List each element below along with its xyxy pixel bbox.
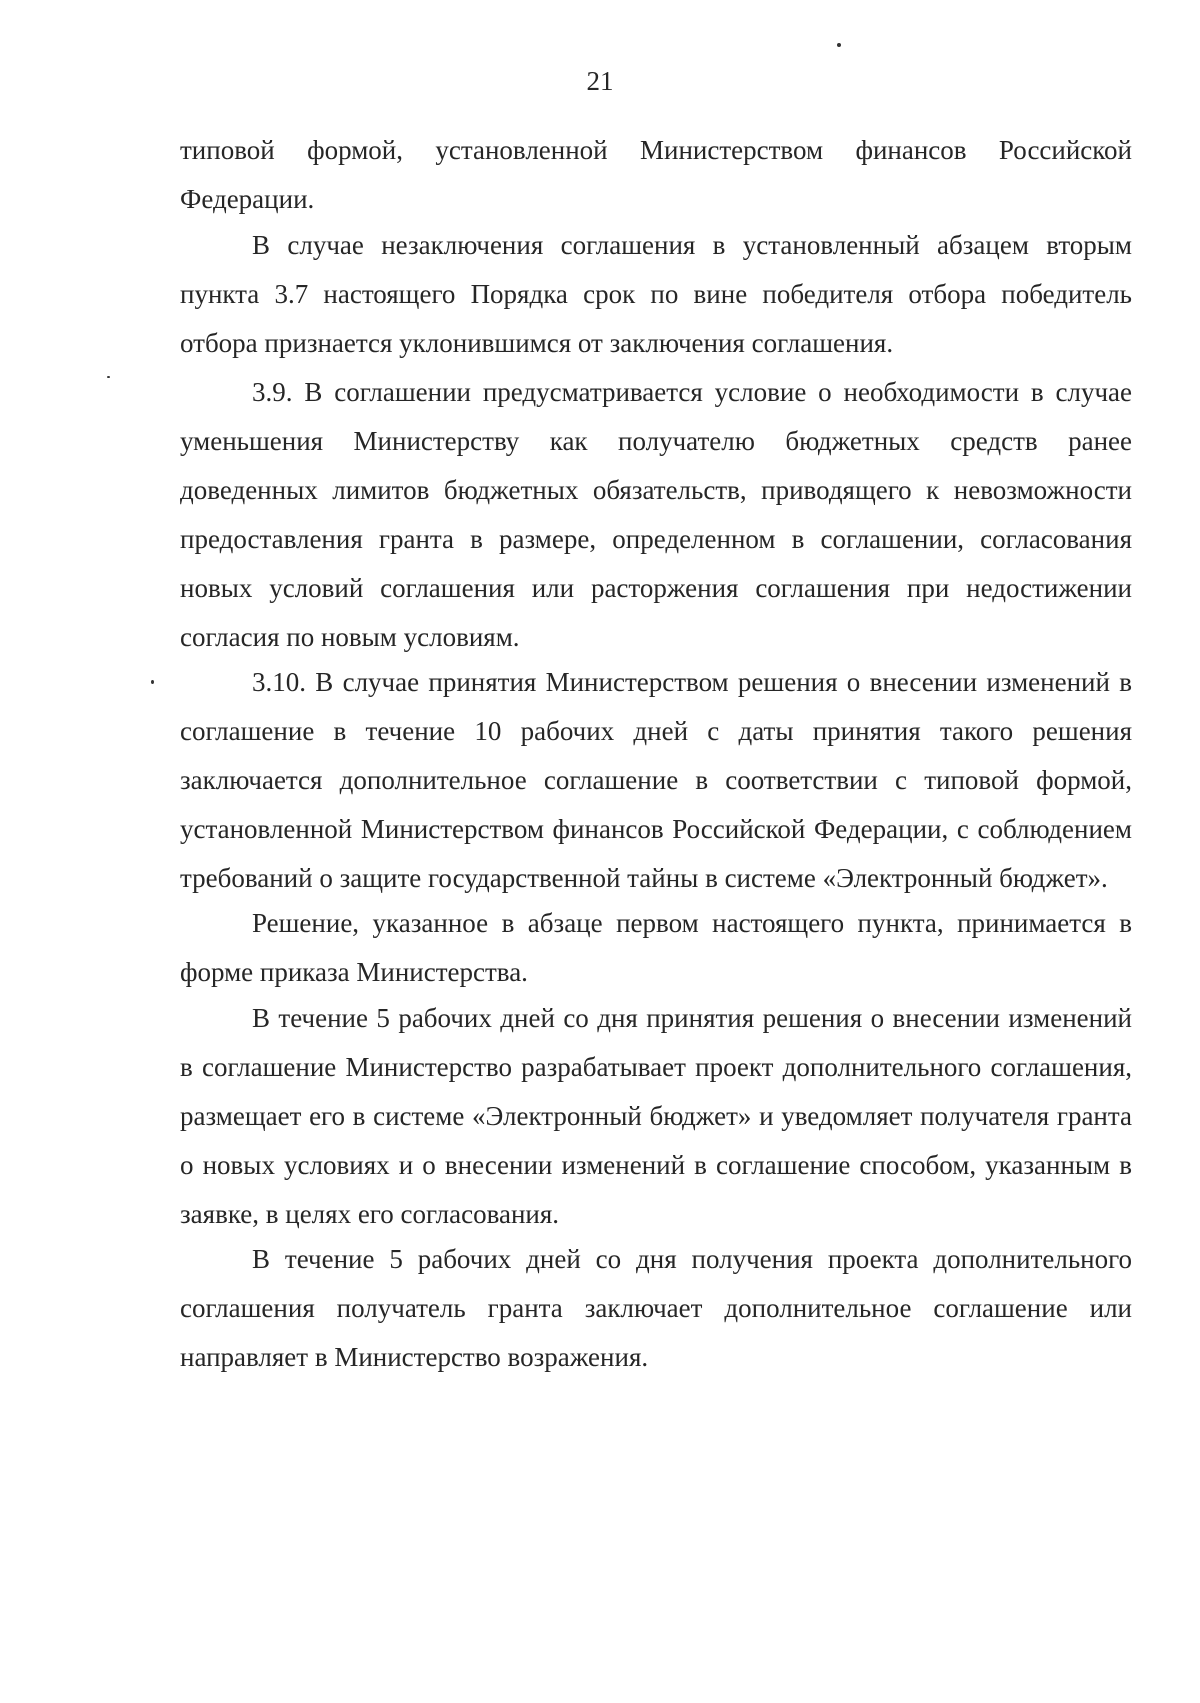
paragraph: В случае незаключения соглашения в установленный абзацем вторым пункта 3.7 настоящего Порядка срок по вине победителя отбора победитель отбора признается уклонившимся от заключения соглашения. (180, 230, 1132, 358)
scan-speck (837, 43, 841, 47)
paragraph: Решение, указанное в абзаце первом настоящего пункта, принимается в форме приказа Министерства. (180, 908, 1132, 987)
paragraph: В течение 5 рабочих дней со дня получения проекта дополнительного соглашения получатель гранта заключает дополнительное соглашение или направляет в Министерство возражения. (180, 1244, 1132, 1372)
paragraph: В течение 5 рабочих дней со дня принятия решения о внесении изменений в соглашение Министерство разрабатывает проект дополнительного соглашения, размещает его в системе «Электронный бюджет» и уведомляет получателя гранта о новых условиях и о внесении изменений в соглашение способом, указанным в заявке, в целях его согласования. (180, 1003, 1132, 1229)
page-number: 21 (586, 66, 614, 96)
paragraph-continuation: типовой формой, установленной Министерством финансов Российской Федерации. (180, 135, 1132, 214)
scan-speck (151, 680, 154, 684)
document-body (180, 126, 1132, 1382)
paragraph-section-3-9: 3.9. В соглашении предусматривается условие о необходимости в случае уменьшения Министерству как получателю бюджетных средств ранее доведенных лимитов бюджетных обязательств, приводящего к невозможности предоставления гранта в размере, определенном в соглашении, согласования новых условий соглашения или расторжения соглашения при недостижении согласия по новым условиям. (180, 377, 1132, 652)
paragraph-section-3-10: 3.10. В случае принятия Министерством решения о внесении изменений в соглашение в течение 10 рабочих дней с даты принятия такого решения заключается дополнительное соглашение в соответствии с типовой формой, установленной Министерством финансов Российской Федерации, с соблюдением требований о защите государственной тайны в системе «Электронный бюджет». (180, 667, 1132, 893)
scan-speck (107, 376, 110, 378)
